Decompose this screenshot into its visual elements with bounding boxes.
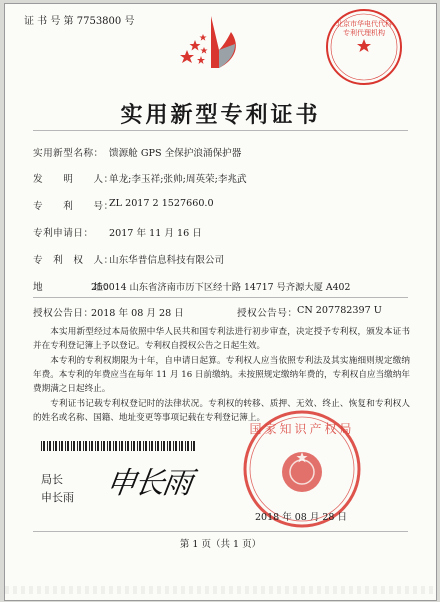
seal-text: 国家知识产权局 — [249, 422, 355, 436]
title-divider — [33, 130, 408, 131]
certificate-number — [24, 12, 134, 27]
page-title: 实用新型专利证书 — [120, 102, 321, 128]
field-value-filing-date: 2017 年 11 月 16 日 — [109, 228, 202, 239]
paragraph-record: 专利证书记载专利权登记时的法律状况。专利权的转移、质押、无效、终止、恢复和专利权人的姓名或名称、国籍、地址变更等事项记载在专利登记簿上。 — [33, 399, 410, 423]
agency-stamp-icon — [323, 6, 405, 88]
field-label-address: 地 址： — [33, 282, 114, 293]
grant-date-value: 2018 年 08 月 28 日 — [91, 308, 184, 319]
fields-divider — [33, 297, 408, 298]
field-label-patent-no: 专 利 号： — [33, 201, 114, 212]
agency-stamp-text: 北京市华电代代科专利代理机构 — [336, 20, 392, 37]
cert-no-suffix: 号 — [124, 16, 135, 27]
field-value-inventors: 单龙;李玉祥;张帅;周英荣;李兆武 — [109, 174, 247, 185]
cert-no-label: 证 书 号 第 — [24, 16, 74, 27]
cert-no-value: 7753800 — [76, 16, 122, 27]
bottom-border-strip — [5, 586, 436, 594]
field-label-patentee: 专 利 权 人： — [33, 255, 114, 266]
agency-stamp — [323, 6, 405, 88]
certificate-sheet — [4, 3, 437, 601]
seal-date: 2018 年 08 月 28 日 — [255, 512, 347, 523]
barcode — [41, 441, 195, 451]
grant-date-label: 授权公告日： — [33, 308, 94, 319]
field-value-address: 250014 山东省济南市历下区经十路 14717 号齐源大厦 A402 — [91, 282, 351, 293]
signature-title: 局长 — [41, 473, 63, 486]
grant-pub-value: CN 207782397 U — [297, 305, 382, 316]
field-value-patentee: 山东华普信息科技有限公司 — [109, 255, 225, 266]
field-label-inventors: 发 明 人： — [33, 174, 114, 185]
paragraph-grant: 本实用新型经过本局依照中华人民共和国专利法进行初步审查，决定授予专利权，颁发本证书并在专利登记簿上予以登记。专利权自授权公告之日起生效。 — [33, 327, 410, 351]
page-footer: 第 1 页（共 1 页） — [179, 539, 262, 550]
footer-divider — [33, 531, 408, 532]
field-value-name: 馈源舱 GPS 全保护浪涌保护器 — [109, 148, 242, 159]
field-label-filing-date: 专利申请日： — [33, 228, 94, 239]
signature-name-printed: 申长雨 — [41, 491, 74, 504]
signature-handwritten: 申长雨 — [104, 466, 193, 501]
paragraph-term: 本专利的专利权期限为十年，自申请日起算。专利权人应当依照专利法及其实施细则规定缴纳年费。本专利的年费应当在每年 11 月 16 日前缴纳。未按照规定缴纳年费的，专利权自应当缴纳年费期满之日起终止。 — [33, 356, 410, 394]
field-label-name: 实用新型名称： — [33, 148, 104, 159]
cnipa-emblem-icon — [173, 10, 253, 72]
field-value-patent-no: ZL 2017 2 1527660.0 — [109, 198, 214, 209]
grant-pub-label: 授权公告号： — [237, 308, 298, 319]
